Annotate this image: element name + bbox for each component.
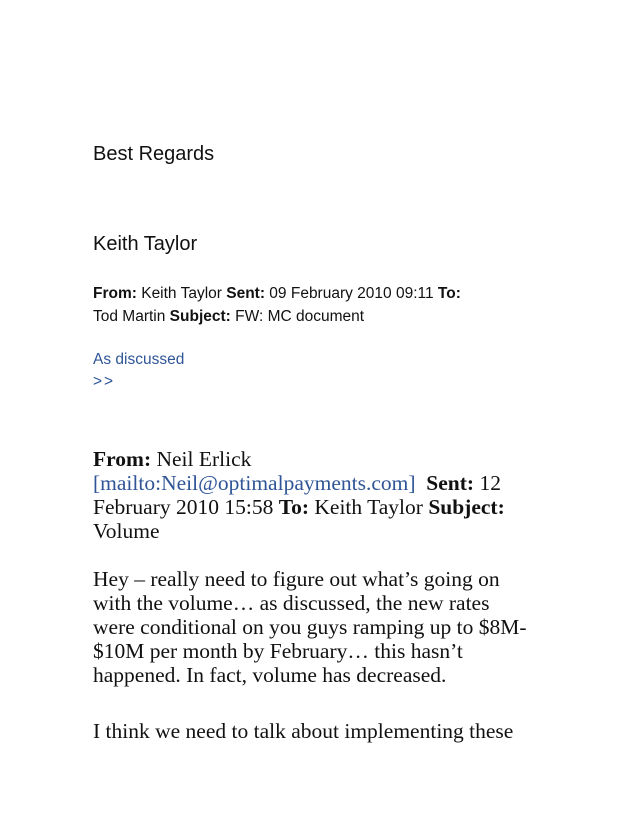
sent-label: Sent: <box>226 285 265 302</box>
to-label: To: <box>437 285 461 302</box>
subject-value: FW: MC document <box>230 308 365 325</box>
signature-closing: Best Regards <box>93 143 215 165</box>
fwd-from-label: From: <box>93 447 152 471</box>
body-line-4: $10M per month by February… this hasn’t <box>93 639 463 663</box>
email-header-line-1 <box>93 285 461 303</box>
from-label: From: <box>93 285 137 302</box>
to-value: Tod Martin <box>93 308 170 325</box>
sent-value: 09 February 2010 09:11 <box>265 285 438 302</box>
body-line-1: Hey – really need to figure out what’s going on <box>93 567 500 591</box>
body-line-6: I think we need to talk about implementing these <box>93 719 514 743</box>
from-value: Keith Taylor <box>136 285 227 302</box>
fwd-sent-label: Sent: <box>426 471 475 495</box>
forwarded-header-line-1 <box>93 447 251 472</box>
fwd-to-label: To: <box>278 495 309 519</box>
subject-label: Subject: <box>169 308 231 325</box>
email-header-line-2 <box>93 308 364 326</box>
note-line-2: >> <box>93 373 116 390</box>
forwarded-subject-value: Volume <box>93 519 160 543</box>
fwd-sent-value-b: February 2010 15:58 <box>93 495 279 519</box>
forwarded-header-line-3 <box>93 495 505 520</box>
forwarded-header-line-2 <box>93 471 501 496</box>
fwd-from-value: Neil Erlick <box>151 447 252 471</box>
body-line-2: with the volume… as discussed, the new rates <box>93 591 490 615</box>
body-line-5: happened. In fact, volume has decreased. <box>93 663 447 687</box>
fwd-to-value: Keith Taylor <box>309 495 429 519</box>
fwd-subject-label: Subject: <box>428 495 505 519</box>
mailto-link[interactable]: [mailto:Neil@optimalpayments.com] <box>93 471 416 495</box>
note-line-1: As discussed <box>93 351 185 368</box>
fwd-sent-value-a: 12 <box>474 471 501 495</box>
signature-name: Keith Taylor <box>93 233 198 255</box>
body-line-3: were conditional on you guys ramping up to $8M- <box>93 615 527 639</box>
